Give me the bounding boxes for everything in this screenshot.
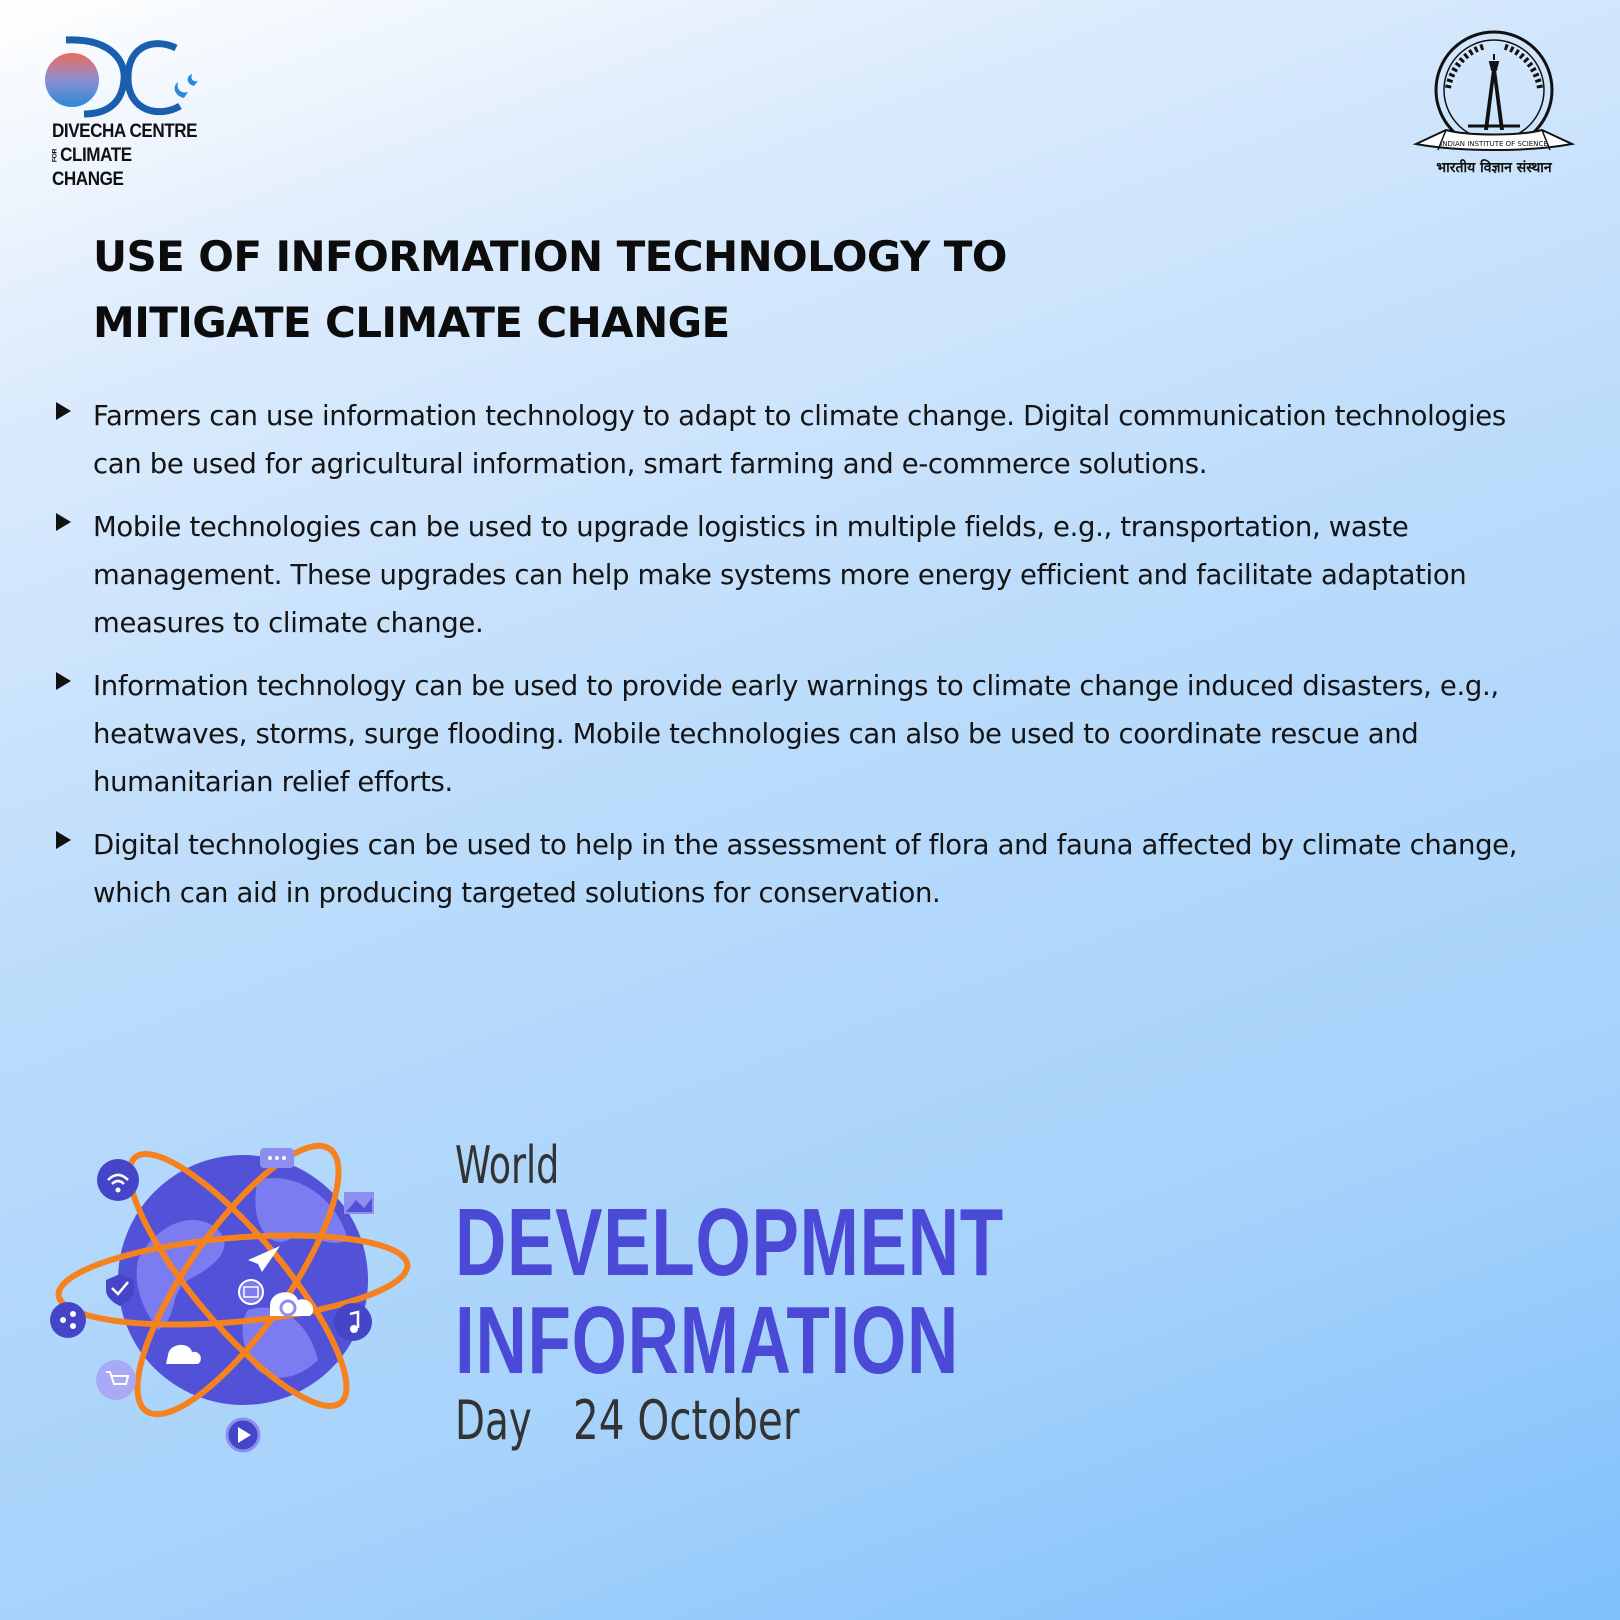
- iisc-emblem-icon: [1408, 26, 1580, 156]
- divecha-logo: [44, 34, 214, 192]
- iisc-hindi-name: भारतीय विज्ञान संस्थान: [1436, 160, 1552, 176]
- event-date: 24 October: [573, 1389, 800, 1452]
- globe-network-icon: [48, 1110, 418, 1460]
- list-item: [54, 821, 1554, 917]
- bullet-text: Mobile technologies can be used to upgrade logistics in multiple fields, e.g., transportation, waste management. These upgrades can help make systems more energy efficient and facilitate adaptation measures to climate change.: [93, 511, 1467, 639]
- title-line1: USE OF INFORMATION TECHNOLOGY TO: [93, 232, 1007, 281]
- logo-line2: CLIMATE CHANGE: [52, 145, 132, 190]
- list-item: [54, 392, 1554, 488]
- title-line2: MITIGATE CLIMATE CHANGE: [93, 298, 730, 347]
- world-development-information-day: [455, 1138, 1155, 1452]
- iisc-banner-text: INDIAN INSTITUTE OF SCIENCE: [1440, 140, 1548, 148]
- bullet-text: Digital technologies can be used to help in the assessment of flora and fauna affected by climate change, which can aid in producing targeted solutions for conservation.: [93, 829, 1518, 909]
- bullet-list: [54, 392, 1554, 932]
- iisc-logo: [1408, 26, 1580, 177]
- triangle-bullet-icon: [56, 672, 71, 690]
- event-date-row: [455, 1390, 1155, 1452]
- triangle-bullet-icon: [56, 513, 71, 531]
- page-title: [93, 224, 1193, 356]
- event-world: World: [455, 1136, 560, 1196]
- event-day: Day: [455, 1389, 532, 1452]
- divecha-dc-logo-icon: [44, 34, 204, 120]
- bullet-text: Farmers can use information technology to adapt to climate change. Digital communication technologies can be used for agricultural information, smart farming and e-commerce solutions.: [93, 400, 1506, 480]
- divecha-name: [52, 120, 198, 192]
- event-line2: INFORMATION: [455, 1287, 960, 1394]
- bullet-text: Information technology can be used to provide early warnings to climate change induced disasters, e.g., heatwaves, storms, surge flooding. Mobile technologies can also be used to coordinate rescue and humanitarian relief efforts.: [93, 670, 1499, 798]
- list-item: [54, 503, 1554, 647]
- logo-line2-row: [52, 144, 198, 192]
- triangle-bullet-icon: [56, 402, 71, 420]
- logo-prefix: FOR: [52, 149, 59, 163]
- event-line1: DEVELOPMENT: [455, 1189, 1004, 1296]
- triangle-bullet-icon: [56, 831, 71, 849]
- list-item: [54, 662, 1554, 806]
- globe-illustration: [48, 1110, 418, 1460]
- logo-line1: DIVECHA CENTRE: [52, 121, 198, 142]
